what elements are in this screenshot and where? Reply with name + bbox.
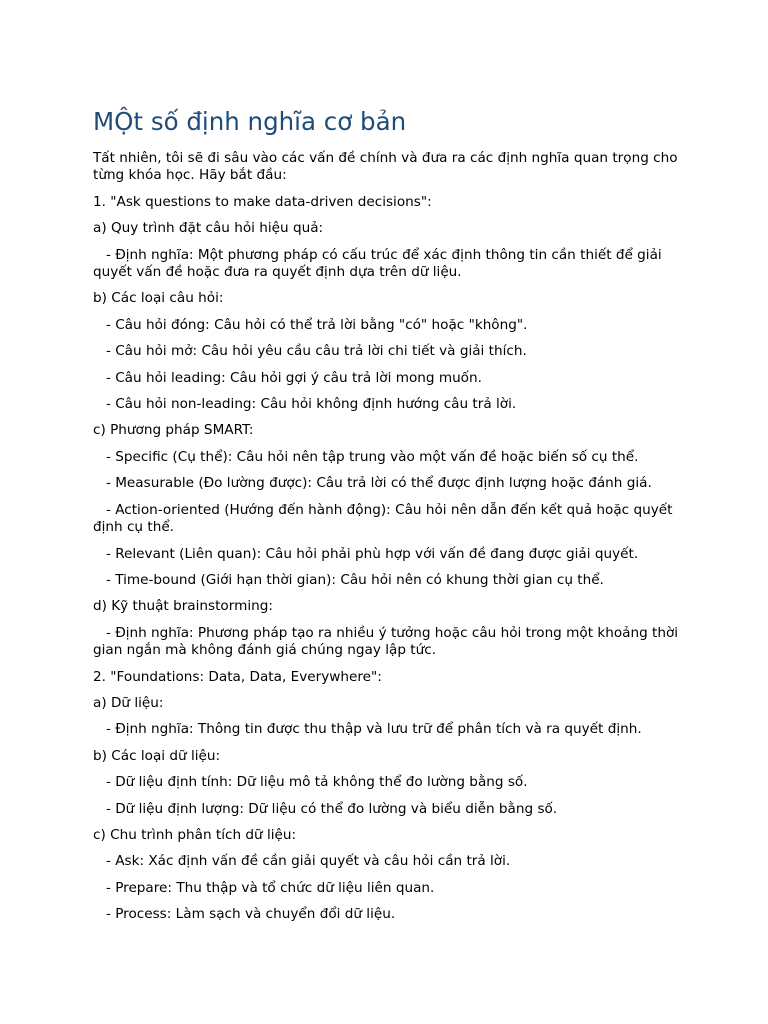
subsection-heading: d) Kỹ thuật brainstorming: xyxy=(93,598,273,615)
list-item: - Câu hỏi non-leading: Câu hỏi không định hướng câu trả lời. xyxy=(93,396,517,413)
subsection-heading: b) Các loại dữ liệu: xyxy=(93,747,221,764)
subsection-heading: b) Các loại câu hỏi: xyxy=(93,290,224,307)
definition-item: - Định nghĩa: Một phương pháp có cấu trúc để xác định thông tin cần thiết để giải quyết vấn đề hoặc đưa ra quyết định dựa trên dữ liệu. xyxy=(93,246,667,281)
list-item: - Prepare: Thu thập và tổ chức dữ liệu liên quan. xyxy=(93,879,435,896)
list-item: - Process: Làm sạch và chuyển đổi dữ liệu. xyxy=(93,906,396,923)
subsection-heading: a) Dữ liệu: xyxy=(93,694,164,711)
subsection-heading: c) Chu trình phân tích dữ liệu: xyxy=(93,826,297,843)
list-item: - Specific (Cụ thể): Câu hỏi nên tập trung vào một vấn đề hoặc biến số cụ thể. xyxy=(93,448,639,465)
list-item: - Dữ liệu định tính: Dữ liệu mô tả không thể đo lường bằng số. xyxy=(93,774,528,791)
list-item: - Câu hỏi mở: Câu hỏi yêu cầu câu trả lời chi tiết và giải thích. xyxy=(93,343,527,360)
document-title: MỘt số định nghĩa cơ bản xyxy=(93,107,407,136)
list-item: - Relevant (Liên quan): Câu hỏi phải phù hợp với vấn đề đang được giải quyết. xyxy=(93,545,639,562)
document-page xyxy=(93,104,683,933)
section-heading-1: 1. "Ask questions to make data-driven decisions": xyxy=(93,193,432,210)
list-item: - Câu hỏi đóng: Câu hỏi có thể trả lời bằng "có" hoặc "không". xyxy=(93,316,528,333)
list-item: - Dữ liệu định lượng: Dữ liệu có thể đo lường và biểu diễn bằng số. xyxy=(93,800,558,817)
list-item: - Measurable (Đo lường được): Câu trả lời có thể được định lượng hoặc đánh giá. xyxy=(93,475,652,492)
list-item: - Time-bound (Giới hạn thời gian): Câu hỏi nên có khung thời gian cụ thể. xyxy=(93,571,604,588)
subsection-heading: c) Phương pháp SMART: xyxy=(93,422,254,439)
intro-paragraph: Tất nhiên, tôi sẽ đi sâu vào các vấn đề chính và đưa ra các định nghĩa quan trọng cho từng khóa học. Hãy bắt đầu: xyxy=(93,150,682,184)
section-heading-2: 2. "Foundations: Data, Data, Everywhere": xyxy=(93,668,382,685)
definition-item: - Định nghĩa: Thông tin được thu thập và lưu trữ để phân tích và ra quyết định. xyxy=(93,721,642,738)
list-item: - Action-oriented (Hướng đến hành động): Câu hỏi nên dẫn đến kết quả hoặc quyết định cụ thể. xyxy=(93,501,677,536)
subsection-heading: a) Quy trình đặt câu hỏi hiệu quả: xyxy=(93,220,324,237)
list-item: - Câu hỏi leading: Câu hỏi gợi ý câu trả lời mong muốn. xyxy=(93,369,482,386)
definition-item: - Định nghĩa: Phương pháp tạo ra nhiều ý tưởng hoặc câu hỏi trong một khoảng thời gian ngắn mà không đánh giá chúng ngay lập tức. xyxy=(93,624,683,659)
list-item: - Ask: Xác định vấn đề cần giải quyết và câu hỏi cần trả lời. xyxy=(93,853,511,870)
